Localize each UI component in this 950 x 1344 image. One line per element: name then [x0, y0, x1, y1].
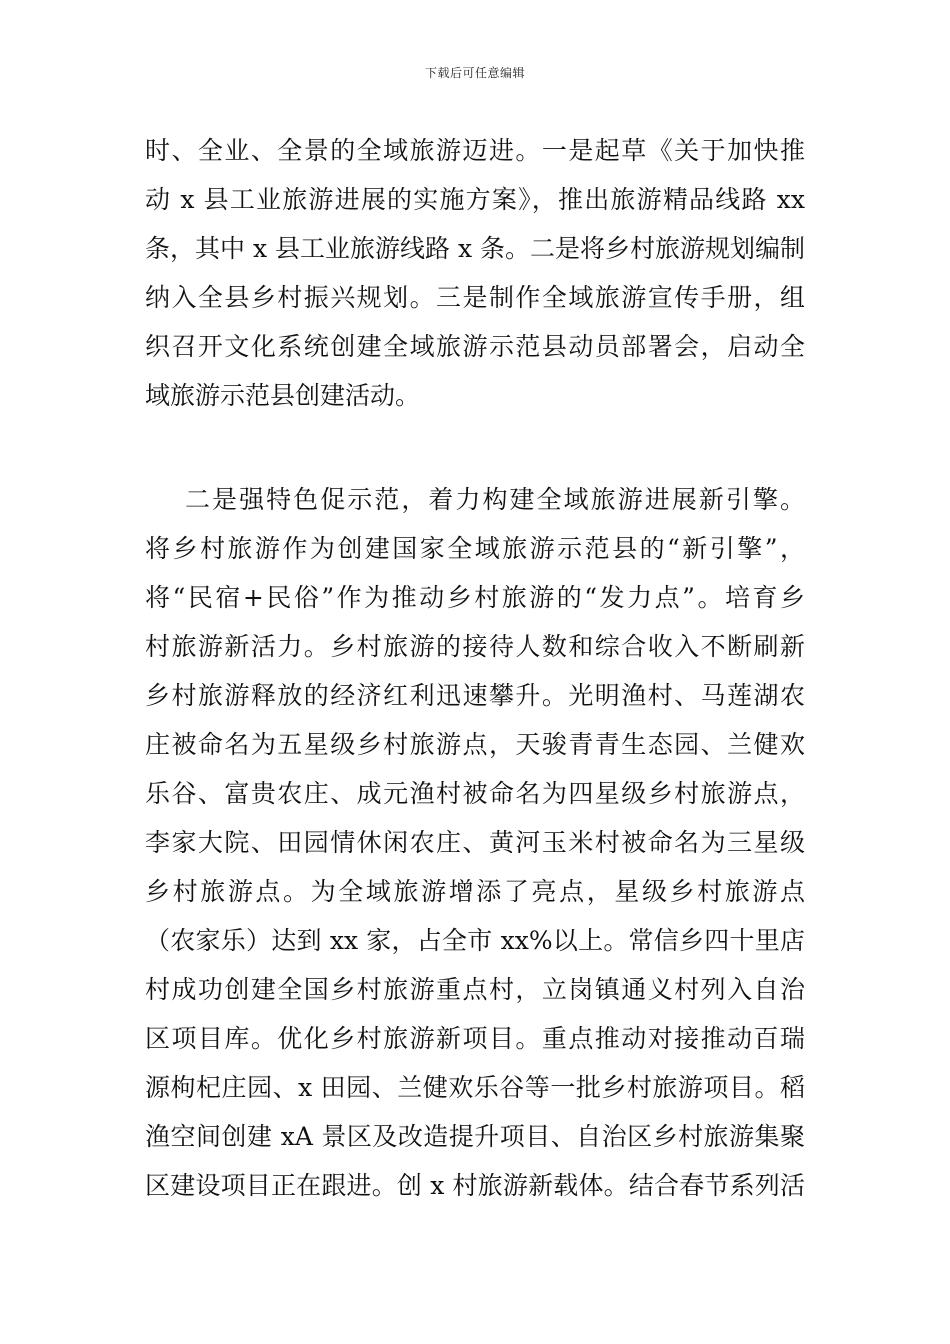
text-line: 区项目库。优化乡村旅游新项目。重点推动对接推动百瑞 [145, 1024, 805, 1053]
text-line: 织召开文化系统创建全域旅游示范县动员部署会，启动全 [145, 332, 805, 361]
page-header: 下载后可任意编辑 [424, 66, 525, 80]
text-line: 时、全业、全景的全域旅游迈进。一是起草《关于加快推 [145, 136, 805, 165]
text-line: 乡村旅游点。为全域旅游增添了亮点，星级乡村旅游点 [145, 877, 805, 906]
text-line: 源枸杞庄园、x 田园、兰健欢乐谷等一批乡村旅游项目。稻 [145, 1073, 805, 1102]
text-line: 域旅游示范县创建活动。 [145, 381, 421, 410]
text-line: 庄被命名为五星级乡村旅游点，天骏青青生态园、兰健欢 [145, 730, 805, 759]
paragraph-2 [145, 475, 805, 1210]
text-line: 村成功创建全国乡村旅游重点村，立岗镇通义村列入自治 [145, 975, 805, 1004]
text-line: 李家大院、田园情休闲农庄、黄河玉米村被命名为三星级 [145, 828, 805, 857]
paragraph-1 [145, 126, 805, 420]
text-line: 乡村旅游释放的经济红利迅速攀升。光明渔村、马莲湖农 [145, 681, 805, 710]
text-line: 将“民宿+民俗”作为推动乡村旅游的“发力点”。培育乡 [145, 583, 805, 612]
text-line: 纳入全县乡村振兴规划。三是制作全域旅游宣传手册，组 [145, 283, 805, 312]
text-line: 动 x 县工业旅游进展的实施方案》，推出旅游精品线路 xx [145, 185, 805, 214]
text-line: （农家乐）达到 xx 家，占全市 xx%以上。常信乡四十里店 [145, 926, 805, 955]
text-line: 乐谷、富贵农庄、成元渔村被命名为四星级乡村旅游点， [145, 779, 805, 808]
text-line: 条，其中 x 县工业旅游线路 x 条。二是将乡村旅游规划编制 [145, 234, 805, 263]
text-line: 村旅游新活力。乡村旅游的接待人数和综合收入不断刷新 [145, 632, 805, 661]
text-line: 将乡村旅游作为创建国家全域旅游示范县的“新引擎”， [145, 534, 805, 563]
text-line: 区建设项目正在跟进。创 x 村旅游新载体。结合春节系列活 [145, 1171, 805, 1200]
text-line: 渔空间创建 xA 景区及改造提升项目、自治区乡村旅游集聚 [145, 1122, 805, 1151]
text-line: 二是强特色促示范，着力构建全域旅游进展新引擎。 [185, 485, 805, 514]
